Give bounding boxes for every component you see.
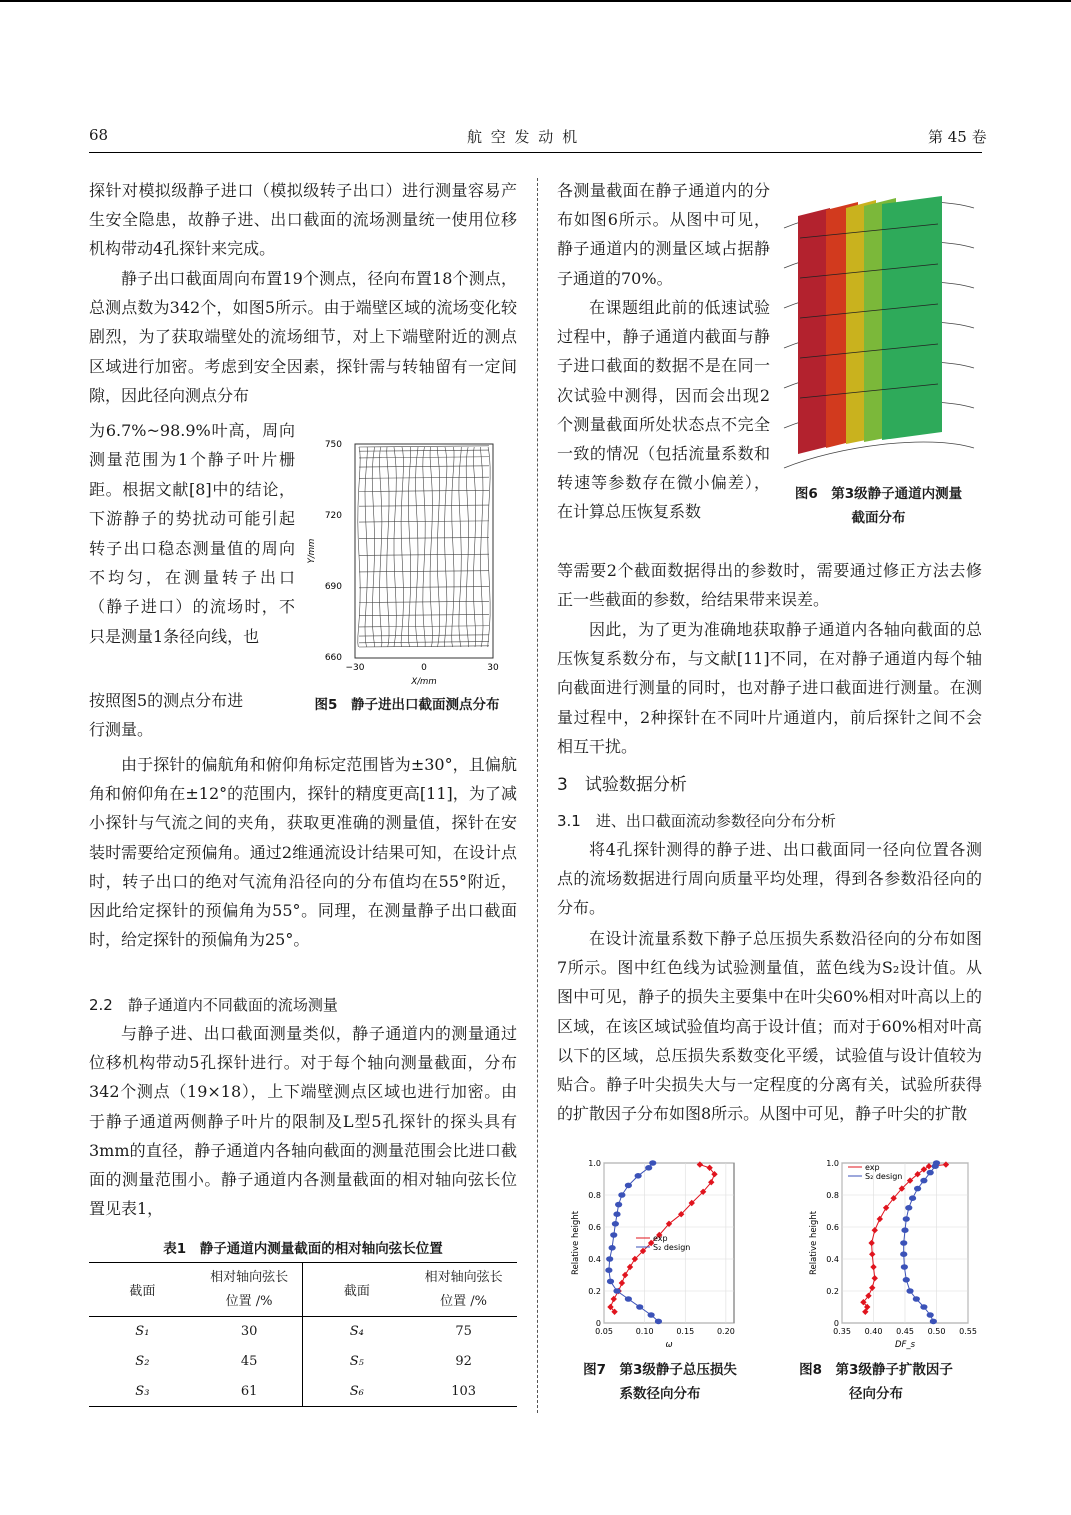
section-heading-2-2: 2.2 静子通道内不同截面的流场测量 bbox=[89, 996, 338, 1014]
x-tick-label: 0.10 bbox=[635, 1327, 654, 1336]
table-header-row bbox=[89, 1263, 517, 1317]
data-point bbox=[900, 1240, 907, 1246]
grid-radial-line bbox=[359, 635, 489, 636]
x-tick-label: 0.35 bbox=[833, 1327, 851, 1336]
figure-5-grid-plot bbox=[300, 436, 515, 692]
caption-line: 截面分布 bbox=[851, 510, 906, 526]
figure-7-loss-chart bbox=[568, 1155, 748, 1355]
grid-circumferential-line bbox=[408, 447, 410, 647]
caption-line: 图8 第3级静子扩散因子 bbox=[799, 1362, 953, 1378]
grid-circumferential-line bbox=[430, 447, 432, 647]
x-tick-label: 0.05 bbox=[595, 1327, 613, 1336]
data-point bbox=[903, 1216, 910, 1222]
grid-radial-line bbox=[359, 521, 489, 522]
page-number: 68 bbox=[89, 126, 109, 144]
data-point bbox=[612, 1221, 619, 1227]
figure-6-measurement-sections bbox=[778, 186, 982, 486]
paragraph: 与静子进、出口截面测量类似，静子通道内的测量通过位移机构带动5孔探针进行。对于每个轴向测量截面，分布342个测点（19×18），上下端壁测点区域也进行加密。由于静子通道两侧静子叶片的限制及L型5孔探针的探头具有3mm的直径，静子通道内各轴向截面的测量范围会比进口截面的测量范围小。静子通道内各测量截面的相对轴向弦长位置见表1， bbox=[89, 1024, 517, 1219]
top-rule bbox=[0, 0, 1071, 2]
paragraph: 探针对模拟级静子进口（模拟级转子出口）进行测量容易产生安全隐患，故静子进、出口截面的流场测量统一使用位移机构带动4孔探针来完成。 bbox=[89, 181, 517, 259]
x-tick-label: 0.20 bbox=[716, 1327, 735, 1336]
table-header-line: 相对轴向弦长 bbox=[424, 1269, 503, 1285]
table-header bbox=[410, 1263, 517, 1317]
table-cell: 75 bbox=[455, 1324, 472, 1340]
grid-circumferential-line bbox=[416, 447, 418, 647]
y-tick-label: 1.0 bbox=[588, 1159, 601, 1168]
grid-circumferential-line bbox=[466, 447, 468, 647]
table-cell: 103 bbox=[451, 1383, 477, 1399]
section-heading-3: 3 试验数据分析 bbox=[557, 775, 687, 795]
y-tick-label: 0 bbox=[595, 1319, 601, 1328]
data-point bbox=[927, 1312, 934, 1318]
paragraph: 由于探针的偏航角和俯仰角标定范围皆为±30°，且偏航角和俯仰角在±12°的范围内，探针的精度更高[11]，为了减小探针与气流之间的夹角，获取更准确的测量值，探针在安装时需要给定预偏角。通过2维通流设计结果可知，在设计点时，转子出口的绝对气流角沿径向的分布值均在55°附近，因此给定探针的预偏角为55°。同理，在测量静子出口截面时，给定探针的预偏角为25°。 bbox=[89, 755, 517, 950]
paragraph: 各测量截面在静子通道内的分布如图6所示。从图中可见，静子通道内的测量区域占据静子通道的70%。 bbox=[557, 181, 770, 288]
data-point bbox=[610, 1232, 617, 1238]
x-tick-label: 0.40 bbox=[864, 1327, 883, 1336]
data-point bbox=[605, 1267, 612, 1273]
data-point bbox=[607, 1279, 614, 1285]
paragraph: 在课题组此前的低速试验过程中，静子通道内截面与静子进口截面的数据不是在同一次试验中测得，因而会出现2个测量截面所处状态点不完全一致的情况（包括流量系数和转速等参数存在微小偏差），在计算总压恢复系数 bbox=[557, 298, 770, 522]
data-point bbox=[606, 1256, 613, 1262]
table-row bbox=[89, 1347, 517, 1377]
figure-8-df-chart bbox=[806, 1155, 982, 1355]
caption-line: 图6 第3级静子通道内测量 bbox=[794, 486, 963, 502]
table-cell: S₁ bbox=[135, 1324, 150, 1340]
grid-circumferential-line bbox=[445, 447, 447, 647]
data-point bbox=[913, 1296, 920, 1302]
figure-5-caption: 图5 静子进出口截面测点分布 bbox=[314, 697, 500, 713]
x-tick-label: 0.55 bbox=[959, 1327, 977, 1336]
data-point bbox=[613, 1211, 620, 1217]
legend-label: S₂ design bbox=[865, 1172, 903, 1181]
paragraph: 等需要2个截面数据得出的参数时，需要通过修正方法去修正一些截面的参数，给结果带来误差。 bbox=[557, 561, 982, 610]
x-axis-label: ω bbox=[665, 1340, 673, 1350]
y-tick-label: 0.2 bbox=[588, 1287, 601, 1296]
caption-line: 径向分布 bbox=[849, 1386, 903, 1402]
data-point bbox=[927, 1170, 934, 1176]
caption-line: 图7 第3级静子总压损失 bbox=[583, 1362, 737, 1378]
data-point bbox=[900, 1251, 907, 1257]
grid-circumferential-line bbox=[423, 447, 425, 647]
table-cell: 30 bbox=[196, 1317, 303, 1347]
legend-label: S₂ design bbox=[653, 1243, 691, 1252]
y-tick-label: 0.2 bbox=[826, 1287, 839, 1296]
data-point bbox=[920, 1304, 927, 1310]
table-header-line: 位置 /% bbox=[440, 1293, 488, 1309]
paragraph: 在设计流量系数下静子总压损失系数沿径向的分布如图7所示。图中红色线为试验测量值，蓝色线为S₂设计值。从图中可见，静子的损失主要集中在叶尖60%相对叶高以上的区域，在该区域试验值均高于设计值；而对于60%相对叶高以下的区域，总压损失系数变化平缓，试验值与设计值较为贴合。静子叶尖损失大与一定程度的分离有关，试验所获得的扩散因子分布如图8所示。从图中可见，静子叶尖的扩散 bbox=[557, 929, 982, 1124]
table-cell: 45 bbox=[196, 1347, 303, 1377]
y-axis-label: Relative height bbox=[809, 1210, 819, 1276]
table-row bbox=[89, 1377, 517, 1407]
grid-circumferential-line bbox=[437, 447, 439, 647]
data-point bbox=[635, 1173, 642, 1179]
x-tick-label: 0.45 bbox=[896, 1327, 914, 1336]
grid-radial-line bbox=[359, 642, 489, 643]
grid-circumferential-line bbox=[459, 447, 461, 647]
y-tick-label: 0.8 bbox=[588, 1191, 601, 1200]
grid-radial-line bbox=[359, 457, 489, 458]
grid-circumferential-line bbox=[372, 447, 374, 647]
table-cell: S₅ bbox=[349, 1354, 364, 1369]
paragraph-fragment: 按照图5的测点分布进 bbox=[89, 691, 244, 710]
y-tick-label: 0.6 bbox=[588, 1223, 601, 1232]
volume-label: 第 45 卷 bbox=[928, 128, 987, 146]
figure-7-caption bbox=[560, 1358, 760, 1406]
x-tick-label: 0.50 bbox=[927, 1327, 946, 1336]
y-tick-label: 0.6 bbox=[826, 1223, 839, 1232]
grid-circumferential-line bbox=[358, 447, 360, 647]
y-tick: 750 bbox=[324, 440, 342, 450]
probe-grid bbox=[358, 446, 490, 647]
data-point bbox=[906, 1288, 913, 1294]
table-cell: S₆ bbox=[349, 1383, 364, 1399]
x-tick: −30 bbox=[345, 663, 365, 673]
figure-6-caption bbox=[775, 482, 982, 530]
grid-radial-line bbox=[359, 477, 489, 478]
grid-circumferential-line bbox=[387, 447, 389, 647]
data-point bbox=[930, 1319, 937, 1325]
grid-radial-line bbox=[359, 554, 489, 555]
y-tick-label: 0.4 bbox=[588, 1255, 601, 1264]
section-heading-3-1: 3.1 进、出口截面流动参数径向分布分析 bbox=[557, 812, 836, 830]
paragraph: 因此，为了更为准确地获取静子通道内各轴向截面的总压恢复系数分布，与文献[11]不同，在对静子通道内每个轴向截面进行测量的同时，也对静子进口截面进行测量。在测量过程中，2种探针在不同叶片通道内，前后探针之间不会相互干扰。 bbox=[557, 620, 982, 756]
grid-circumferential-line bbox=[401, 447, 403, 647]
data-point bbox=[613, 1288, 620, 1294]
data-point bbox=[618, 1192, 625, 1198]
data-point bbox=[649, 1160, 656, 1166]
y-tick-label: 0.4 bbox=[826, 1255, 839, 1264]
grid-radial-line bbox=[359, 587, 489, 588]
grid-circumferential-line bbox=[394, 447, 396, 647]
y-tick-label: 1.0 bbox=[826, 1159, 839, 1168]
caption-line: 系数径向分布 bbox=[619, 1386, 701, 1402]
data-point bbox=[901, 1227, 908, 1233]
data-point bbox=[905, 1205, 912, 1211]
header-rule bbox=[89, 152, 982, 153]
grid-circumferential-line bbox=[365, 447, 367, 647]
grid-radial-line bbox=[359, 466, 489, 467]
data-point bbox=[609, 1245, 616, 1251]
paragraph: 为6.7%~98.9%叶高，周向测量范围为1个静子叶片栅距。根据文献[8]中的结论，下游静子的势扰动可能引起转子出口稳态测量值的周向不均匀，在测量转子出口（静子进口）的流场时，不只是测量1条径向线，也 bbox=[89, 421, 295, 646]
data-point bbox=[625, 1296, 632, 1302]
grid-circumferential-line bbox=[452, 447, 454, 647]
table-header: 截面 bbox=[129, 1284, 156, 1299]
table-cell: S₄ bbox=[349, 1324, 364, 1340]
data-point bbox=[615, 1202, 622, 1208]
data-point bbox=[920, 1178, 927, 1184]
data-point bbox=[655, 1319, 662, 1325]
grid-radial-line bbox=[359, 646, 489, 647]
paragraph: 将4孔探针测得的静子进、出口截面同一径向位置各测点的流场数据进行周向质量平均处理，得到各参数沿径向的分布。 bbox=[557, 840, 982, 918]
data-point bbox=[645, 1165, 652, 1171]
y-tick: 660 bbox=[324, 653, 342, 663]
table-header-line: 相对轴向弦长 bbox=[210, 1269, 289, 1285]
section-plane bbox=[882, 196, 942, 440]
table-header-line: 位置 /% bbox=[225, 1293, 273, 1309]
journal-title: 航 空 发 动 机 bbox=[467, 128, 580, 146]
table-1 bbox=[89, 1262, 517, 1407]
y-tick-label: 0 bbox=[833, 1319, 839, 1328]
legend-label: exp bbox=[865, 1163, 880, 1172]
x-tick: 30 bbox=[487, 663, 499, 673]
grid-radial-line bbox=[359, 537, 489, 538]
y-tick: 690 bbox=[324, 582, 342, 592]
grid-radial-line bbox=[359, 446, 489, 447]
y-tick-label: 0.8 bbox=[826, 1191, 839, 1200]
paragraph-fragment: 行测量。 bbox=[89, 720, 154, 739]
figure-8-caption bbox=[776, 1358, 976, 1406]
data-point bbox=[625, 1183, 632, 1189]
x-tick-label: 0.15 bbox=[676, 1327, 695, 1336]
table-cell: S₂ bbox=[135, 1354, 150, 1369]
y-tick: 720 bbox=[324, 511, 342, 521]
section-plane bbox=[798, 208, 830, 454]
grid-radial-line bbox=[359, 614, 489, 615]
data-point bbox=[914, 1186, 921, 1192]
table-1-title: 表1 静子通道内测量截面的相对轴向弦长位置 bbox=[163, 1241, 443, 1257]
x-axis-label: X/mm bbox=[411, 677, 437, 687]
data-point bbox=[901, 1264, 908, 1270]
column-divider bbox=[537, 178, 538, 1413]
table-row bbox=[89, 1317, 517, 1347]
data-point bbox=[909, 1195, 916, 1201]
data-point bbox=[648, 1312, 655, 1318]
grid-radial-line bbox=[359, 601, 489, 602]
table-cell: 61 bbox=[196, 1377, 303, 1407]
grid-circumferential-line bbox=[380, 447, 382, 647]
paragraph: 静子出口截面周向布置19个测点，径向布置18个测点，总测点数为342个，如图5所示。由于端壁区域的流场变化较剧烈，为了获取端壁处的流场细节，对上下端壁附近的测点区域进行加密。考虑到安全因素，探针需与转轴留有一定间隙，因此径向测点分布 bbox=[89, 269, 517, 405]
y-axis-label: Relative height bbox=[571, 1210, 581, 1276]
legend-label: exp bbox=[653, 1234, 668, 1243]
y-axis-label: Y/mm bbox=[307, 538, 317, 564]
data-point bbox=[903, 1277, 910, 1283]
data-point bbox=[636, 1304, 643, 1310]
table-cell: S₃ bbox=[135, 1383, 150, 1399]
table-cell: 92 bbox=[455, 1354, 472, 1369]
table-header bbox=[196, 1263, 303, 1317]
x-axis-label: DF_s bbox=[894, 1340, 916, 1350]
table-header: 截面 bbox=[343, 1284, 370, 1299]
data-point bbox=[933, 1160, 940, 1166]
grid-radial-line bbox=[359, 505, 489, 506]
x-tick: 0 bbox=[421, 663, 427, 673]
